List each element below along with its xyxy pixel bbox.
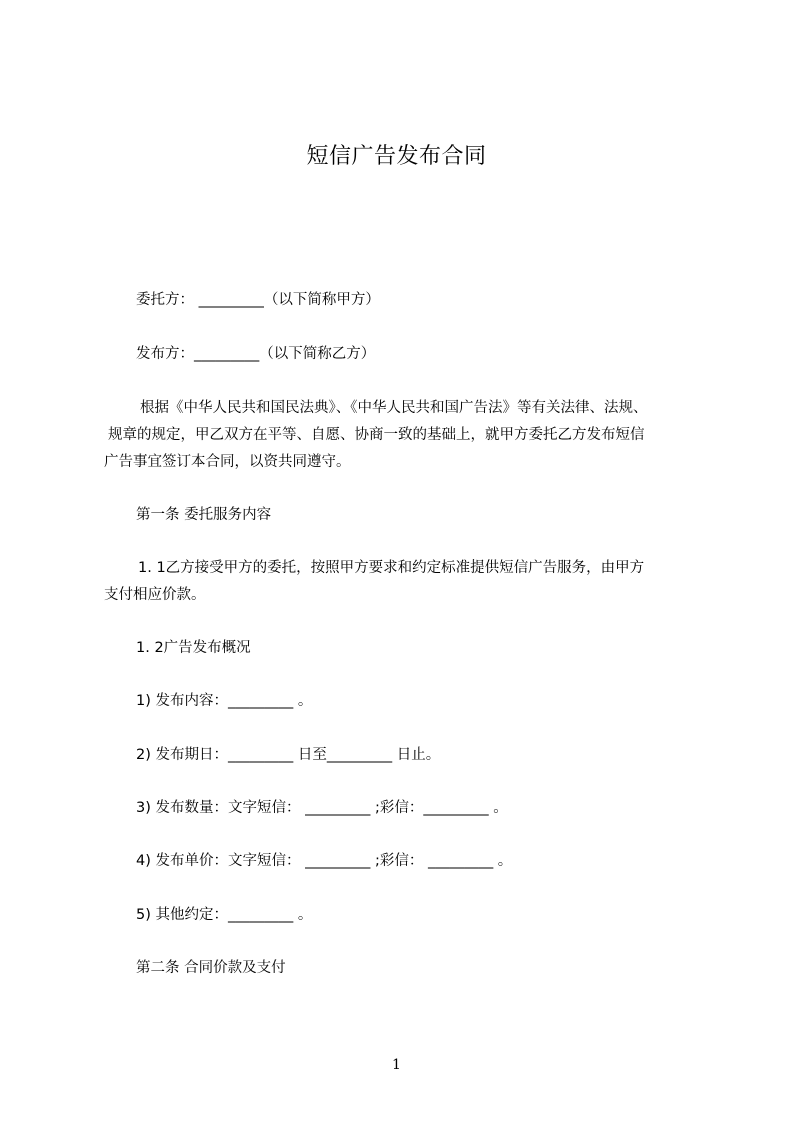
item-publish-unit-price: 4) 发布单价：文字短信： _________ ;彩信： _________ 。 [136,853,513,869]
document-title: 短信广告发布合同 [306,144,487,169]
clause-1-1-line-2: 支付相应价款。 [104,587,206,603]
clause-1-1-line-1: 1. 1乙方接受甲方的委托，按照甲方要求和约定标准提供短信广告服务，由甲方 [138,560,645,576]
item-publish-content: 1) 发布内容：_________ 。 [136,693,313,709]
article-1-heading: 第一条 委托服务内容 [136,507,272,523]
article-2-heading: 第二条 合同价款及支付 [136,960,286,976]
party-a-line: 委托方： _________（以下简称甲方） [136,292,380,308]
item-publish-quantity: 3) 发布数量：文字短信： _________ ;彩信：_________ 。 [136,800,508,816]
clause-1-2-heading: 1. 2广告发布概况 [136,640,251,656]
item-other-agreements: 5) 其他约定：_________ 。 [136,907,313,923]
preamble-line-2: 规章的规定，甲乙双方在平等、自愿、协商一致的基础上，就甲方委托乙方发布短信 [108,427,645,443]
preamble-line-1: 根据《中华人民共和国民法典》、《中华人民共和国广告法》等有关法律、法规、 [140,400,648,416]
page-number: 1 [392,1057,401,1073]
preamble-line-3: 广告事宜签订本合同，以资共同遵守。 [104,454,351,470]
party-b-line: 发布方：_________（以下简称乙方） [136,346,376,362]
item-publish-period: 2) 发布期日：_________ 日至_________ 日止。 [136,747,441,763]
